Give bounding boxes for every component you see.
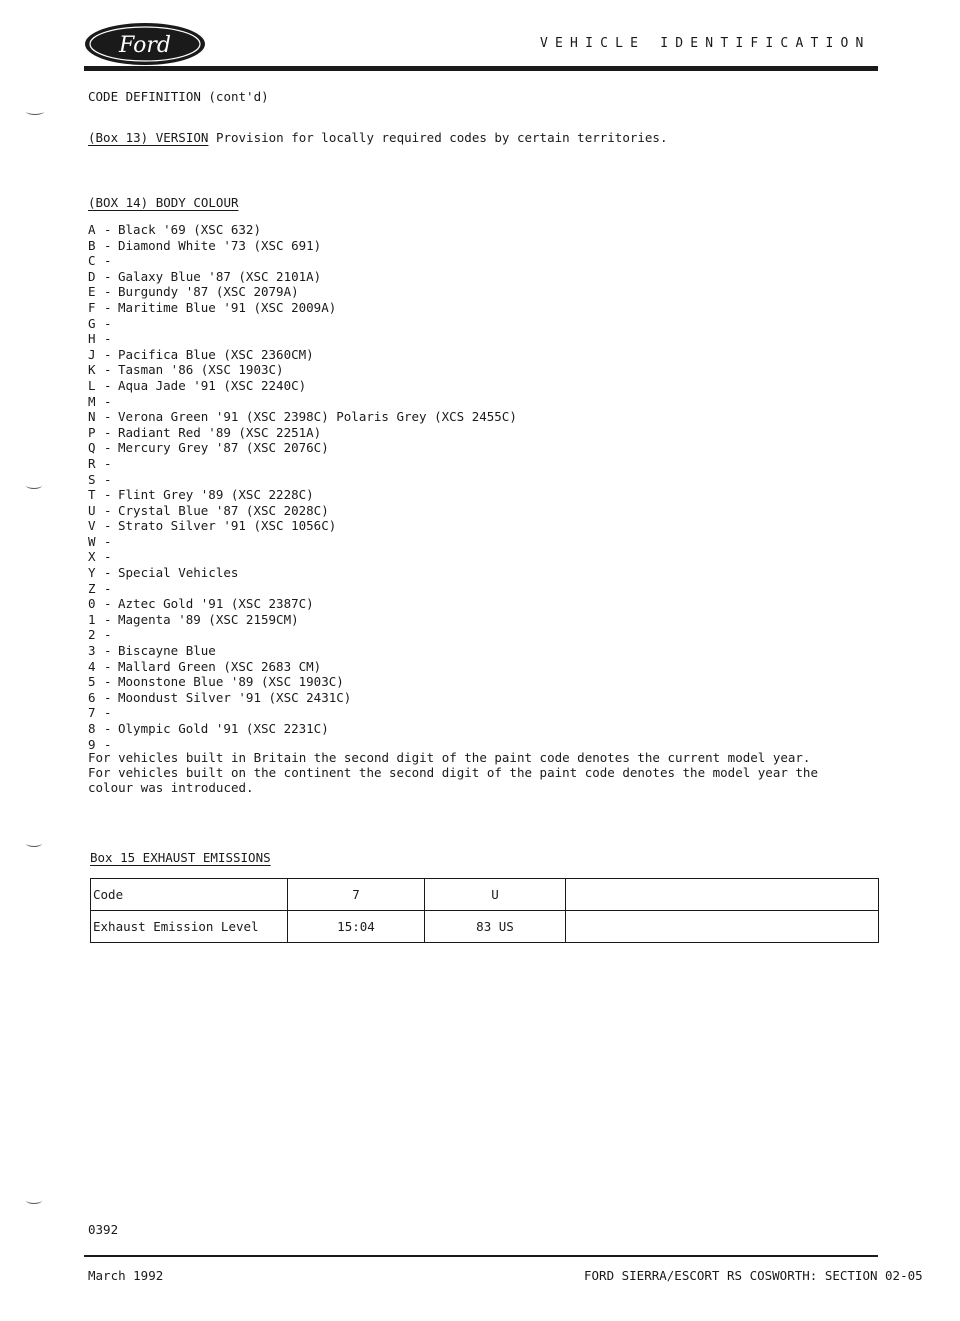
colour-list-item <box>88 394 517 410</box>
box13-text: Provision for locally required codes by certain territories. <box>208 130 668 145</box>
colour-code: 1 <box>88 611 96 627</box>
exhaust-emissions-table <box>90 878 879 943</box>
colour-dash: - <box>104 409 112 425</box>
colour-list-item <box>88 534 517 550</box>
colour-description: Mallard Green (XSC 2683 CM) <box>118 658 322 674</box>
colour-dash: - <box>104 268 112 284</box>
colour-code: H <box>88 331 96 347</box>
footer-section: FORD SIERRA/ESCORT RS COSWORTH: SECTION 02-05 <box>584 1268 923 1283</box>
colour-list-item <box>88 409 517 425</box>
table-cell <box>566 911 879 943</box>
table-cell: 83 US <box>425 911 566 943</box>
colour-dash: - <box>104 346 112 362</box>
colour-description: Magenta '89 (XSC 2159CM) <box>118 611 299 627</box>
colour-code: W <box>88 533 96 549</box>
colour-dash: - <box>104 627 112 643</box>
colour-list-item <box>88 347 517 363</box>
colour-description: Maritime Blue '91 (XSC 2009A) <box>118 299 337 315</box>
table-row <box>91 911 879 943</box>
colour-dash: - <box>104 674 112 690</box>
colour-dash: - <box>104 315 112 331</box>
colour-code: N <box>88 409 96 425</box>
colour-dash: - <box>104 237 112 253</box>
table-cell-label: Exhaust Emission Level <box>91 911 288 943</box>
colour-dash: - <box>104 549 112 565</box>
colour-code: 3 <box>88 643 96 659</box>
colour-dash: - <box>104 736 112 752</box>
colour-list-item <box>88 378 517 394</box>
colour-dash: - <box>104 362 112 378</box>
colour-list-item <box>88 674 517 690</box>
colour-dash: - <box>104 284 112 300</box>
colour-dash: - <box>104 424 112 440</box>
colour-code: Q <box>88 440 96 456</box>
note-line: For vehicles built on the continent the second digit of the paint code denotes the model year the <box>88 765 818 780</box>
colour-code: T <box>88 487 96 503</box>
colour-description: Strato Silver '91 (XSC 1056C) <box>118 518 337 534</box>
colour-description: Special Vehicles <box>118 565 239 581</box>
paint-code-notes <box>88 750 818 795</box>
colour-list-item <box>88 253 517 269</box>
colour-list-item <box>88 612 517 628</box>
footer-date: March 1992 <box>88 1268 164 1283</box>
colour-list-item <box>88 690 517 706</box>
colour-list-item <box>88 721 517 737</box>
colour-list-item <box>88 238 517 254</box>
colour-description: Aztec Gold '91 (XSC 2387C) <box>118 596 314 612</box>
header-rule <box>84 66 878 71</box>
colour-description: Moonstone Blue '89 (XSC 1903C) <box>118 674 344 690</box>
scan-mark <box>26 840 42 847</box>
colour-code: A <box>88 222 96 237</box>
scan-mark <box>26 108 44 115</box>
colour-list-item <box>88 331 517 347</box>
table-cell: U <box>425 879 566 911</box>
scan-mark <box>26 1197 42 1204</box>
colour-dash: - <box>104 643 112 659</box>
colour-dash: - <box>104 487 112 503</box>
colour-description: Aqua Jade '91 (XSC 2240C) <box>118 377 307 393</box>
colour-code: D <box>88 268 96 284</box>
colour-code: B <box>88 237 96 253</box>
box13-heading: (Box 13) VERSION <box>88 130 209 145</box>
colour-dash: - <box>104 502 112 518</box>
colour-code: V <box>88 518 96 534</box>
colour-list-item <box>88 659 517 675</box>
colour-list-item <box>88 627 517 643</box>
colour-description: Biscayne Blue <box>118 643 216 659</box>
colour-code: X <box>88 549 96 565</box>
colour-code: L <box>88 377 96 393</box>
scan-mark <box>26 482 42 489</box>
note-line: For vehicles built in Britain the second digit of the paint code denotes the current model year. <box>88 750 811 765</box>
colour-list-item <box>88 518 517 534</box>
colour-list-item <box>88 362 517 378</box>
page-header-title: VEHICLE IDENTIFICATION <box>540 36 871 51</box>
colour-list-item <box>88 487 517 503</box>
colour-dash: - <box>104 596 112 612</box>
colour-dash: - <box>104 331 112 347</box>
colour-description: Galaxy Blue '87 (XSC 2101A) <box>118 268 322 284</box>
colour-code: 9 <box>88 736 96 752</box>
colour-dash: - <box>104 471 112 487</box>
colour-dash: - <box>104 393 112 409</box>
colour-dash: - <box>104 611 112 627</box>
colour-dash: - <box>104 580 112 596</box>
colour-list-item <box>88 705 517 721</box>
colour-dash: - <box>104 377 112 393</box>
colour-description: Moondust Silver '91 (XSC 2431C) <box>118 689 352 705</box>
colour-code: P <box>88 424 96 440</box>
colour-code: G <box>88 315 96 331</box>
colour-code: 5 <box>88 674 96 690</box>
colour-list-item <box>88 300 517 316</box>
colour-code: F <box>88 299 96 315</box>
colour-code: C <box>88 253 96 269</box>
colour-dash: - <box>104 518 112 534</box>
code-definition-title: CODE DEFINITION (cont'd) <box>88 89 269 104</box>
colour-code: J <box>88 346 96 362</box>
colour-description: Radiant Red '89 (XSC 2251A) <box>118 424 322 440</box>
colour-code: U <box>88 502 96 518</box>
colour-description: Olympic Gold '91 (XSC 2231C) <box>118 721 329 736</box>
colour-dash: - <box>104 689 112 705</box>
colour-code: M <box>88 393 96 409</box>
colour-description: Burgundy '87 (XSC 2079A) <box>118 284 299 300</box>
document-code: 0392 <box>88 1222 119 1237</box>
colour-description: Diamond White '73 (XSC 691) <box>118 237 322 253</box>
table-cell <box>566 879 879 911</box>
colour-description: Mercury Grey '87 (XSC 2076C) <box>118 440 329 456</box>
footer-rule <box>84 1255 878 1257</box>
colour-list-item <box>88 456 517 472</box>
colour-code: 8 <box>88 721 96 736</box>
colour-list-item <box>88 503 517 519</box>
colour-list-item <box>88 549 517 565</box>
colour-list-item <box>88 284 517 300</box>
note-line: colour was introduced. <box>88 780 254 795</box>
table-row <box>91 879 879 911</box>
colour-code: 7 <box>88 705 96 721</box>
colour-code: E <box>88 284 96 300</box>
colour-list-item <box>88 222 517 238</box>
box13-version <box>88 130 668 146</box>
box15-heading: Box 15 EXHAUST EMISSIONS <box>90 850 271 865</box>
colour-code: 0 <box>88 596 96 612</box>
colour-dash: - <box>104 222 112 237</box>
colour-list-item <box>88 643 517 659</box>
colour-description: Tasman '86 (XSC 1903C) <box>118 362 284 378</box>
colour-dash: - <box>104 721 112 736</box>
colour-dash: - <box>104 455 112 471</box>
table-cell: 7 <box>288 879 425 911</box>
colour-description: Flint Grey '89 (XSC 2228C) <box>118 487 314 503</box>
table-cell: 15:04 <box>288 911 425 943</box>
colour-code: Z <box>88 580 96 596</box>
colour-code: R <box>88 455 96 471</box>
colour-description: Pacifica Blue (XSC 2360CM) <box>118 346 314 362</box>
colour-dash: - <box>104 299 112 315</box>
colour-list-item <box>88 269 517 285</box>
colour-list-item <box>88 565 517 581</box>
ford-logo <box>84 22 206 66</box>
table-cell-label: Code <box>91 879 288 911</box>
colour-code: Y <box>88 565 96 581</box>
colour-list-item <box>88 581 517 597</box>
colour-description: Black '69 (XSC 632) <box>118 222 261 237</box>
colour-list-item <box>88 425 517 441</box>
colour-code: S <box>88 471 96 487</box>
box14-heading: (BOX 14) BODY COLOUR <box>88 195 239 210</box>
ford-logo-text: Ford <box>119 33 171 58</box>
colour-dash: - <box>104 533 112 549</box>
colour-list-item <box>88 472 517 488</box>
colour-code: 2 <box>88 627 96 643</box>
colour-list-item <box>88 316 517 332</box>
colour-list-item <box>88 596 517 612</box>
colour-dash: - <box>104 440 112 456</box>
colour-dash: - <box>104 658 112 674</box>
colour-description: Crystal Blue '87 (XSC 2028C) <box>118 502 329 518</box>
colour-code: K <box>88 362 96 378</box>
colour-dash: - <box>104 565 112 581</box>
colour-dash: - <box>104 705 112 721</box>
colour-description: Verona Green '91 (XSC 2398C) Polaris Grey (XCS 2455C) <box>118 409 517 425</box>
body-colour-list <box>88 222 517 752</box>
colour-list-item <box>88 440 517 456</box>
colour-dash: - <box>104 253 112 269</box>
colour-code: 4 <box>88 658 96 674</box>
colour-code: 6 <box>88 689 96 705</box>
